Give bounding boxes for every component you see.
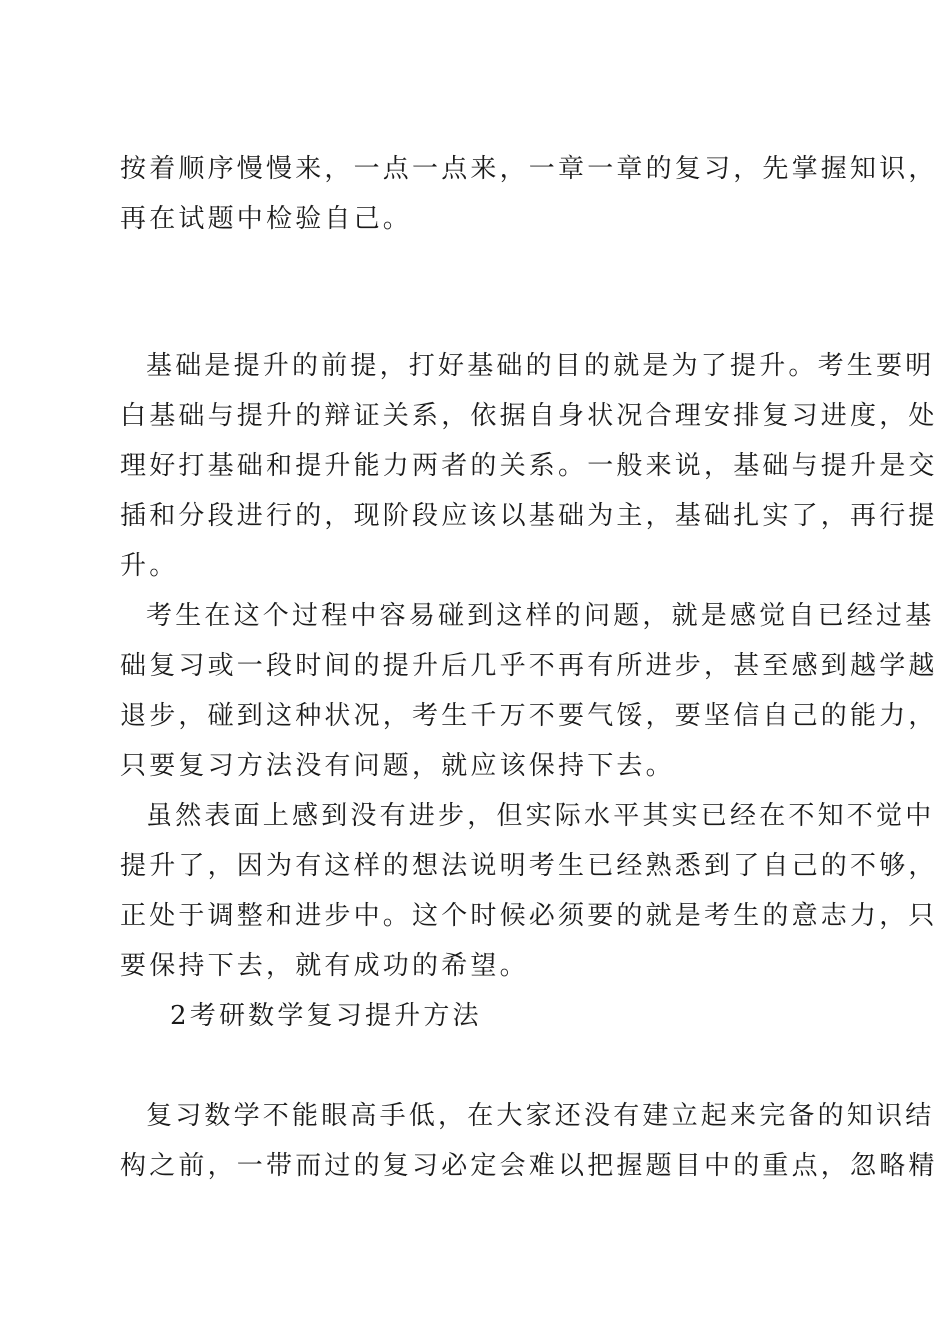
- paragraph-line: 基础是提升的前提，打好基础的目的就是为了提升。考生要明: [146, 351, 935, 381]
- paragraph-line: 插和分段进行的，现阶段应该以基础为主，基础扎实了，再行提: [120, 501, 938, 531]
- section-heading: 2考研数学复习提升方法: [170, 1001, 482, 1031]
- paragraph-line: 白基础与提升的辩证关系，依据自身状况合理安排复习进度，处: [120, 401, 938, 431]
- paragraph-line: 复习数学不能眼高手低，在大家还没有建立起来完备的知识结: [146, 1101, 935, 1131]
- paragraph-line: 只要复习方法没有问题，就应该保持下去。: [120, 751, 675, 781]
- paragraph-line: 升。: [120, 551, 179, 581]
- paragraph-line: 虽然表面上感到没有进步，但实际水平其实已经在不知不觉中: [146, 801, 935, 831]
- paragraph-line: 退步，碰到这种状况，考生千万不要气馁，要坚信自己的能力，: [120, 701, 938, 731]
- paragraph-line: 构之前，一带而过的复习必定会难以把握题目中的重点，忽略精: [120, 1151, 938, 1181]
- paragraph-line: 提升了，因为有这样的想法说明考生已经熟悉到了自己的不够，: [120, 851, 938, 881]
- paragraph-line: 正处于调整和进步中。这个时候必须要的就是考生的意志力，只: [120, 901, 938, 931]
- paragraph-line: 按着顺序慢慢来，一点一点来，一章一章的复习，先掌握知识，: [120, 154, 938, 184]
- paragraph-line: 要保持下去，就有成功的希望。: [120, 951, 529, 981]
- paragraph-line: 理好打基础和提升能力两者的关系。一般来说，基础与提升是交: [120, 451, 938, 481]
- paragraph-line: 再在试题中检验自己。: [120, 204, 413, 234]
- paragraph-line: 考生在这个过程中容易碰到这样的问题，就是感觉自已经过基: [146, 601, 935, 631]
- paragraph-line: 础复习或一段时间的提升后几乎不再有所进步，甚至感到越学越: [120, 651, 938, 681]
